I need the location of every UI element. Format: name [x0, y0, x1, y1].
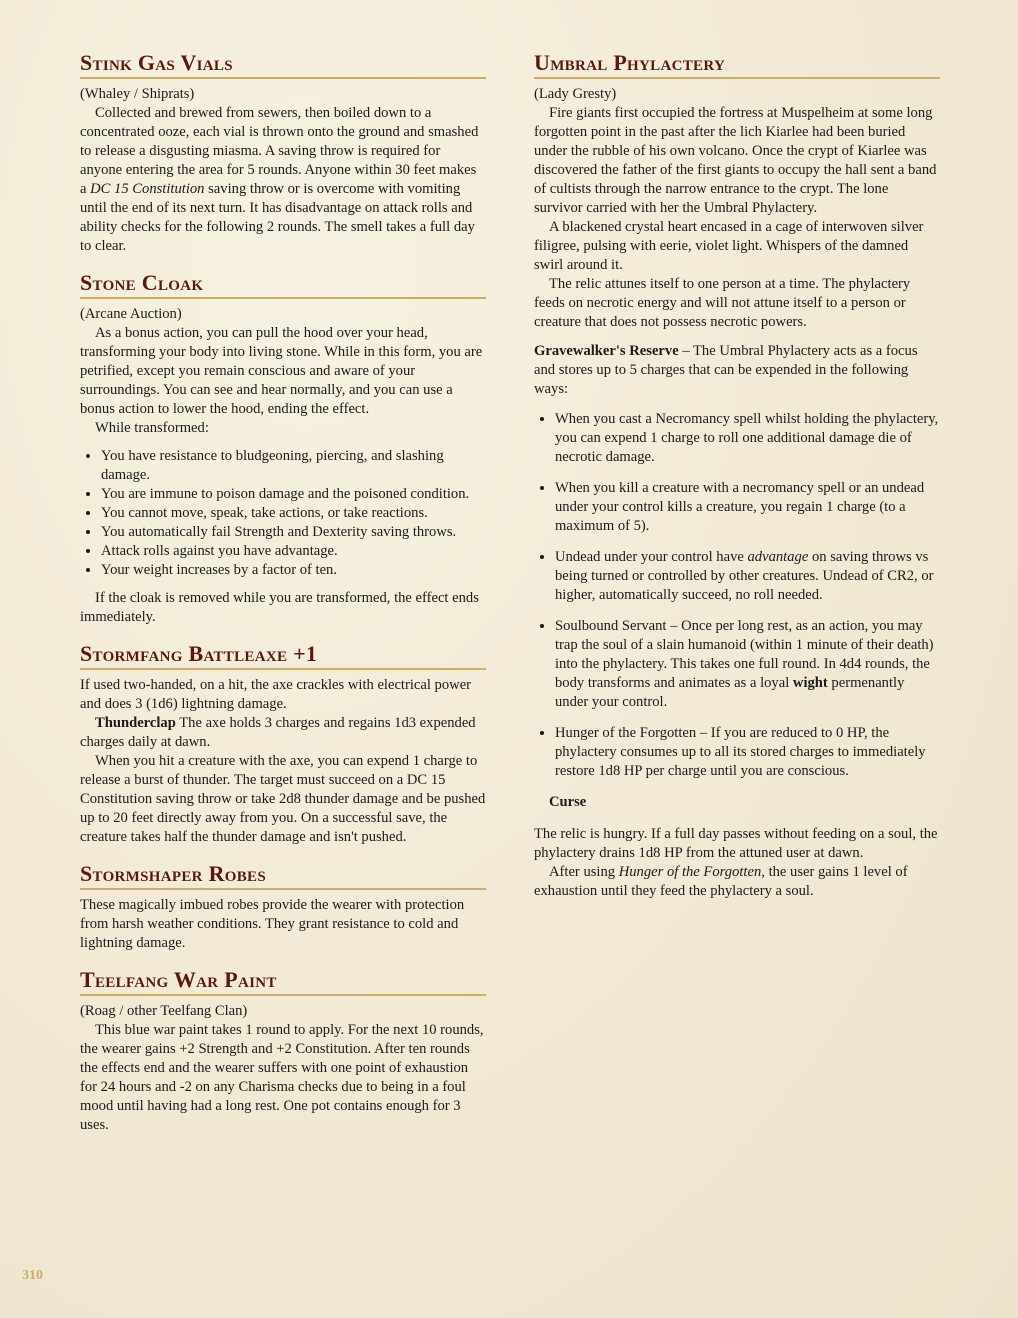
list-item: • Hunger of the Forgotten – If you are reduced to 0 HP, the phylactery consumes up to all its stored charges to immediately restore 1d8 HP per charge until you are conscious. — [555, 724, 940, 781]
stone-cloak-section — [80, 270, 486, 627]
body-paragraph — [534, 863, 940, 901]
body-text: After using — [549, 864, 619, 880]
bold-term: Gravewalker's Reserve — [534, 343, 679, 359]
source-line: (Roag / other Teelfang Clan) — [80, 1003, 248, 1019]
list-item: • You cannot move, speak, take actions, or take reactions. — [101, 504, 486, 523]
bold-term: wight — [792, 675, 828, 691]
body-paragraph: While transformed: — [95, 420, 209, 436]
curse-heading: Curse — [549, 794, 587, 810]
stormshaper-robes-section — [80, 861, 486, 953]
list-item — [555, 548, 940, 605]
stink-gas-vials-section — [80, 50, 486, 256]
body-paragraph: When you hit a creature with the axe, you can expend 1 charge to release a burst of thunder. The target must succeed on a DC 15 Constitution saving throw or take 2d8 thunder damage and be pushed up to 20 feet directly away from you. On a successful save, the creature takes half the thunder damage and isn't pushed. — [80, 753, 486, 845]
body-text: The axe holds 3 charges and regains 1d3 expended charges daily at dawn. — [80, 715, 476, 750]
section-title: Stormshaper Robes — [80, 861, 486, 890]
section-title: Teelfang War Paint — [80, 967, 486, 996]
bullet-list — [80, 447, 486, 580]
italic-term: advantage — [747, 549, 809, 565]
body-paragraph — [80, 714, 486, 752]
body-text-end: saving throw or is overcome with vomiting until the end of its next turn. It has disadvantage on attack rolls and ability checks for the following 2 rounds. The smell takes a full day to clear. — [80, 181, 475, 254]
body-text: Undead under your control have — [555, 549, 748, 565]
body-text: – The Umbral Phylactery acts as a focus and stores up to 5 charges that can be expended in the following ways: — [534, 343, 918, 397]
list-item: • When you cast a Necromancy spell whilst holding the phylactery, you can expend 1 charge to roll one additional damage die of necrotic damage. — [555, 410, 940, 467]
list-item: • You are immune to poison damage and the poisoned condition. — [101, 485, 486, 504]
right-column — [534, 50, 940, 915]
list-item — [555, 617, 940, 712]
stormfang-battleaxe-section — [80, 641, 486, 847]
bullet-list — [534, 410, 940, 781]
source-line: (Arcane Auction) — [80, 306, 182, 322]
body-paragraph: If the cloak is removed while you are transformed, the effect ends immediately. — [80, 590, 479, 625]
body-text: Soulbound Servant – Once per long rest, as an action, you may trap the soul of a slain humanoid (within 1 minute of their death) into the phylactery. This takes one full round. In 4d4 rounds, the body transforms and animates as a loyal — [555, 618, 934, 691]
section-title: Stormfang Battleaxe +1 — [80, 641, 486, 670]
reserve-paragraph — [534, 342, 940, 399]
body-paragraph: A blackened crystal heart encased in a cage of interwoven silver filigree, pulsing with eerie, violet light. Whispers of the damned swirl around it. — [534, 219, 924, 273]
list-item: • When you kill a creature with a necromancy spell or an undead under your control kills a creature, you regain 1 charge (to a maximum of 5). — [555, 479, 940, 536]
list-item: • Attack rolls against you have advantage. — [101, 542, 486, 561]
body-paragraph: This blue war paint takes 1 round to apply. For the next 10 rounds, the wearer gains +2 Strength and +2 Constitution. After ten rounds the effects end and the wearer suffers with one point of exhaustion for 24 hours and -2 on any Charisma checks due to being in a foul mood until having had a long rest. One pot contains enough for 3 uses. — [80, 1022, 484, 1133]
body-paragraph: If used two-handed, on a hit, the axe crackles with electrical power and does 3 (1d6) lightning damage. — [80, 677, 472, 712]
page-number: 310 — [22, 1268, 43, 1283]
body-paragraph: Fire giants first occupied the fortress at Muspelheim at some long forgotten point in the past after the lich Kiarlee had been buried under the rubble of his own volcano. Once the crypt of Kiarlee was discovered the father of the first giants to occupy the hall sent a band of cultists through the narrow entrance to the crypt. The lone survivor carried with her the Umbral Phylactery. — [534, 105, 937, 216]
spacer — [534, 332, 940, 342]
bold-term: Thunderclap — [95, 715, 176, 731]
teelfang-war-paint-section — [80, 967, 486, 1135]
section-title: Stone Cloak — [80, 270, 486, 299]
list-item: • You automatically fail Strength and Dexterity saving throws. — [101, 523, 486, 542]
body-paragraph: The relic attunes itself to one person at a time. The phylactery feeds on necrotic energy and will not attune itself to a person or creature that does not possess necrotic powers. — [534, 276, 911, 330]
body-text: , the user gains 1 level of exhaustion until they feed the phylactery a soul. — [534, 864, 908, 899]
italic-term: Hunger of the Forgotten — [618, 864, 762, 880]
dc-text: DC 15 Constitution — [90, 181, 205, 197]
body-paragraph: The relic is hungry. If a full day passes without feeding on a soul, the phylactery drains 1d8 HP from the attuned user at dawn. — [534, 826, 938, 861]
body-paragraph: As a bonus action, you can pull the hood over your head, transforming your body into living stone. While in this form, you are petrified, except you remain conscious and aware of your surroundings. You can see and hear normally, and you can use a bonus action to lower the hood, ending the effect. — [80, 325, 483, 417]
list-item: • You have resistance to bludgeoning, piercing, and slashing damage. — [101, 447, 486, 485]
source-line: (Lady Gresty) — [534, 86, 617, 102]
section-title: Stink Gas Vials — [80, 50, 486, 79]
section-title: Umbral Phylactery — [534, 50, 940, 79]
left-column — [80, 50, 486, 1149]
body-paragraph — [80, 104, 486, 256]
umbral-phylactery-section — [534, 50, 940, 901]
body-text: permenantly under your control. — [555, 675, 905, 710]
body-paragraph: These magically imbued robes provide the wearer with protection from harsh weather conditions. They grant resistance to cold and lightning damage. — [80, 897, 465, 951]
body-text: Collected and brewed from sewers, then boiled down to a concentrated ooze, each vial is thrown onto the ground and smashed to release a disgusting miasma. A saving throw is required for anyone entering the area for 5 rounds. Anyone within 30 feet makes a — [80, 105, 479, 197]
list-item: • Your weight increases by a factor of ten. — [101, 561, 486, 580]
body-text: on saving throws vs being turned or controlled by other creatures. Undead of CR2, or higher, automatically succeed, no roll needed. — [555, 549, 934, 603]
source-line: (Whaley / Shiprats) — [80, 86, 195, 102]
